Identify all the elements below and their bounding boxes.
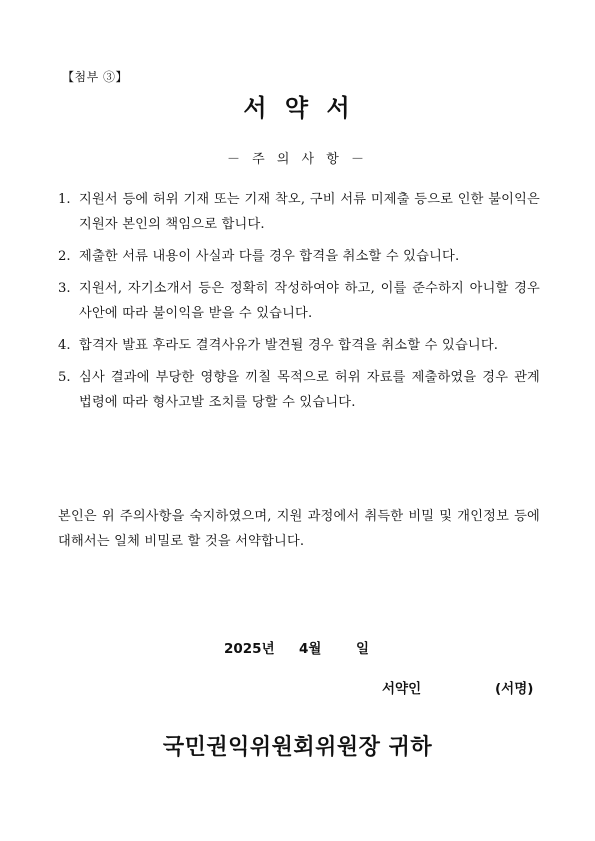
signature-placeholder: (서명) <box>495 681 534 697</box>
notice-item <box>58 365 540 415</box>
notice-item <box>58 244 540 269</box>
document-title: 서 약 서 <box>243 94 352 122</box>
date-year: 2025년 <box>224 641 275 657</box>
signer-line <box>382 677 533 697</box>
recipient-line: 국민권익위원회위원장 귀하 <box>162 735 433 760</box>
notice-text: 제출한 서류 내용이 사실과 다를 경우 합격을 취소할 수 있습니다. <box>79 249 460 264</box>
notice-number: 3. <box>58 281 71 296</box>
notice-number: 2. <box>58 249 71 264</box>
date-month: 4월 <box>299 641 322 657</box>
notice-text: 심사 결과에 부당한 영향을 끼칠 목적으로 허위 자료를 제출하였을 경우 관계 법령에 따라 형사고발 조치를 당할 수 있습니다. <box>79 370 540 410</box>
notice-number: 1. <box>58 192 71 207</box>
notice-list <box>58 187 540 422</box>
notice-number: 4. <box>58 338 71 353</box>
notice-text: 합격자 발표 후라도 결격사유가 발견될 경우 합격을 취소할 수 있습니다. <box>79 338 499 353</box>
pledge-statement: 본인은 위 주의사항을 숙지하였으며, 지원 과정에서 취득한 비밀 및 개인정보 등에 대해서는 일체 비밀로 할 것을 서약합니다. <box>58 509 540 549</box>
notice-number: 5. <box>58 370 71 385</box>
notice-item <box>58 187 540 237</box>
notice-heading: － 주 의 사 항 － <box>227 152 368 167</box>
notice-text: 지원서 등에 허위 기재 또는 기재 착오, 구비 서류 미제출 등으로 인한 불이익은 지원자 본인의 책임으로 합니다. <box>79 192 540 232</box>
notice-item <box>58 333 540 358</box>
notice-text: 지원서, 자기소개서 등은 정확히 작성하여야 하고, 이를 준수하지 아니할 경우 사안에 따라 불이익을 받을 수 있습니다. <box>79 281 540 321</box>
date-day: 일 <box>356 641 370 657</box>
notice-item <box>58 276 540 326</box>
signer-label: 서약인 <box>382 681 422 697</box>
date-line <box>224 637 369 657</box>
attachment-label: 【첨부 ③】 <box>62 70 128 84</box>
